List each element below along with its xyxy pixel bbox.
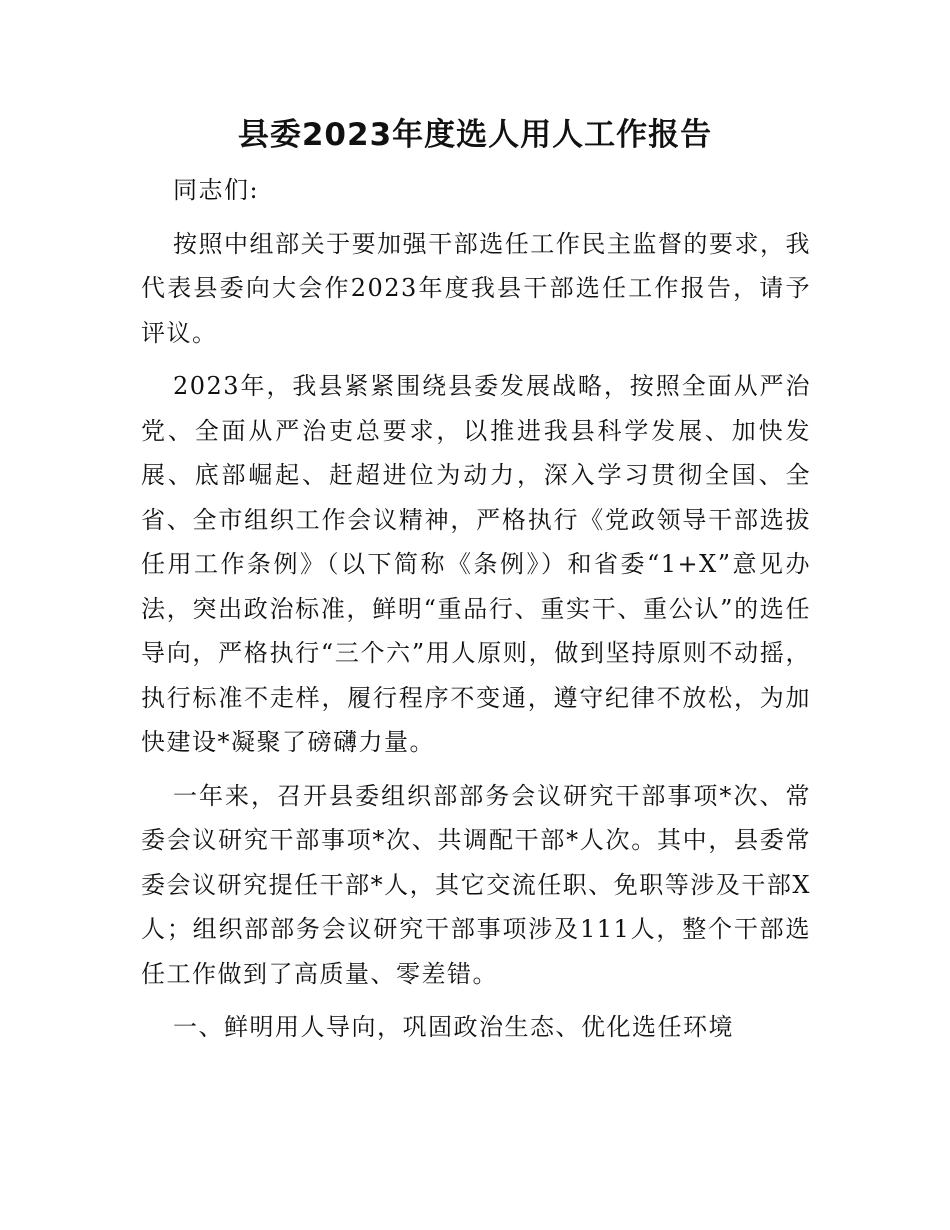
section-heading: 一、鲜明用人导向，巩固政治生态、优化选任环境 — [173, 1013, 734, 1041]
paragraph-overview: 2023年，我县紧紧围绕县委发展战略，按照全面从严治党、全面从严治吏总要求，以推进我县科学发展、加快发展、底部崛起、赶超进位为动力，深入学习贯彻全国、全省、全市组织工作会议精神，严格执行《党政领导干部选拔任用工作条例》（以下简称《条例》）和省委“1+X”意见办法，突出政治标准，鲜明“重品行、重实干、重公认”的选任导向，严格执行“三个六”用人原则，做到坚持原则不动摇，执行标准不走样，履行程序不变通，遵守纪律不放松，为加快建设*凝聚了磅礴力量。 — [141, 372, 811, 756]
paragraph-intro: 按照中组部关于要加强干部选任工作民主监督的要求，我代表县委向大会作2023年度我县干部选任工作报告，请予评议。 — [141, 229, 811, 347]
greeting: 同志们: — [173, 176, 260, 204]
paragraph-summary: 一年来，召开县委组织部部务会议研究干部事项*次、常委会议研究干部事项*次、共调配干部*人次。其中，县委常委会议研究提任干部*人，其它交流任职、免职等涉及干部X人；组织部部务会议研究干部事项涉及111人，整个干部选任工作做到了高质量、零差错。 — [141, 781, 811, 988]
document-title: 县委2023年度选人用人工作报告 — [237, 117, 713, 153]
document-body — [141, 168, 811, 1059]
